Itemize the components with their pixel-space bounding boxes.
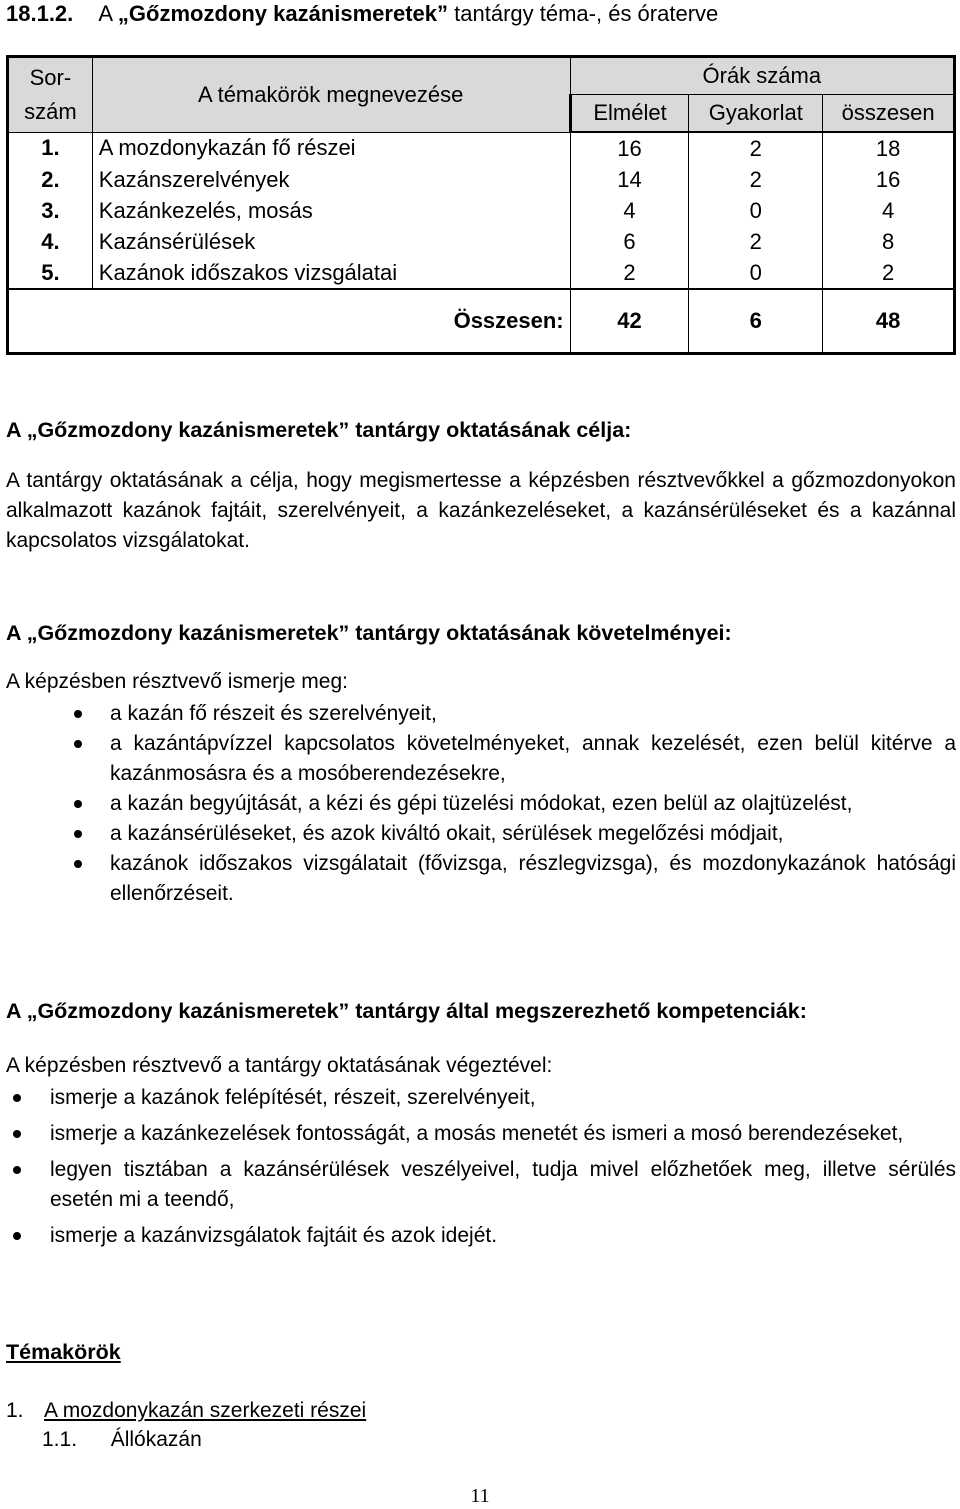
page-number: 11 — [470, 1485, 490, 1507]
table-row — [8, 132, 955, 164]
list-item-text: legyen tisztában a kazánsérülések veszélyeivel, tudja mivel előzhetőek meg, illetve sérülés esetén mi a teendő, — [50, 1158, 956, 1211]
list-item — [110, 699, 956, 729]
bullet-icon — [74, 710, 82, 718]
list-item-text: ismerje a kazánvizsgálatok fajtáit és azok idejét. — [50, 1224, 498, 1247]
bullet-icon — [74, 800, 82, 808]
col-header-no-line1: Sor- — [29, 64, 72, 90]
col-header-no-line2: szám — [24, 98, 77, 124]
table-total-row — [8, 289, 955, 354]
toc-item-1-text: A mozdonykazán szerkezeti részei — [44, 1399, 367, 1422]
list-item-text: a kazánsérüléseket, és azok kiváltó okait, sérülések megelőzési módjait, — [110, 822, 784, 845]
toc-item-1-1-number: 1.1. — [42, 1428, 78, 1451]
row-no: 5. — [8, 257, 93, 289]
row-theory: 14 — [570, 164, 689, 195]
row-topic: Kazánkezelés, mosás — [92, 195, 570, 226]
row-total: 4 — [823, 195, 955, 226]
topics-title: Témakörök — [6, 1340, 121, 1364]
list-item — [110, 789, 956, 819]
row-theory: 4 — [570, 195, 689, 226]
row-theory: 16 — [570, 132, 689, 164]
col-header-theory: Elmélet — [570, 95, 689, 133]
row-total: 16 — [823, 164, 955, 195]
list-item — [50, 1155, 956, 1215]
goal-title: A „Gőzmozdony kazánismeretek” tantárgy oktatásának célja: — [6, 418, 632, 442]
requirements-lead: A képzésben résztvevő ismerje meg: — [6, 670, 348, 693]
toc-item-1-number: 1. — [6, 1399, 24, 1422]
col-header-no — [8, 57, 93, 133]
requirements-title: A „Gőzmozdony kazánismeretek” tantárgy oktatásának követelményei: — [6, 621, 732, 645]
competencies-lead: A képzésben résztvevő a tantárgy oktatásának végeztével: — [6, 1054, 553, 1077]
total-theory: 42 — [570, 289, 689, 354]
list-item-text: ismerje a kazánkezelések fontosságát, a mosás menetét és ismeri a mosó berendezéseket, — [50, 1122, 904, 1145]
list-item — [50, 1083, 956, 1113]
row-topic: Kazánszerelvények — [92, 164, 570, 195]
competencies-list — [50, 1083, 956, 1251]
bullet-icon — [13, 1232, 21, 1240]
bullet-icon — [13, 1094, 21, 1102]
col-header-topic: A témakörök megnevezése — [92, 57, 570, 133]
col-header-practice: Gyakorlat — [689, 95, 823, 133]
row-total: 2 — [823, 257, 955, 289]
competencies-title: A „Gőzmozdony kazánismeretek” tantárgy által megszerezhető kompetenciák: — [6, 999, 807, 1023]
list-item — [50, 1119, 956, 1149]
toc-item-1 — [6, 1397, 366, 1425]
row-practice: 2 — [689, 132, 823, 164]
table-row — [8, 164, 955, 195]
row-theory: 6 — [570, 226, 689, 257]
row-practice: 0 — [689, 257, 823, 289]
list-item — [110, 849, 956, 909]
row-topic: A mozdonykazán fő részei — [92, 132, 570, 164]
toc-item-1-1 — [42, 1426, 202, 1454]
requirements-list — [110, 699, 956, 909]
row-no: 3. — [8, 195, 93, 226]
heading-prefix: A — [98, 1, 112, 26]
bullet-icon — [13, 1130, 21, 1138]
row-topic: Kazánsérülések — [92, 226, 570, 257]
list-item-text: a kazán begyújtását, a kézi és gépi tüzelési módokat, ezen belül az olajtüzelést, — [110, 792, 853, 815]
row-no: 2. — [8, 164, 93, 195]
row-practice: 2 — [689, 164, 823, 195]
list-item-text: a kazántápvízzel kapcsolatos követelményeket, annak kezelését, ezen belül kitérve a kazánmosásra és a mosóberendezésekre, — [110, 732, 956, 785]
list-item — [110, 729, 956, 789]
heading-subject: „Gőzmozdony kazánismeretek” — [117, 1, 449, 26]
goal-text: A tantárgy oktatásának a célja, hogy megismertesse a képzésben résztvevőkkel a gőzmozdonyokon alkalmazott kazánok fajtáit, szerelvényeit, a kazánkezeléseket, a kazánsérüléseket és a kazánnal kapcsolatos vizsgálatokat. — [6, 469, 956, 552]
row-no: 1. — [8, 132, 93, 164]
table-row — [8, 226, 955, 257]
col-header-total: összesen — [823, 95, 955, 133]
row-no: 4. — [8, 226, 93, 257]
list-item-text: a kazán fő részeit és szerelvényeit, — [110, 702, 437, 725]
bullet-icon — [74, 740, 82, 748]
bullet-icon — [74, 860, 82, 868]
row-total: 18 — [823, 132, 955, 164]
heading-suffix: tantárgy téma-, és óraterve — [454, 1, 719, 26]
table-row — [8, 257, 955, 289]
total-practice: 6 — [689, 289, 823, 354]
list-item — [110, 819, 956, 849]
heading-number: 18.1.2. — [6, 1, 74, 26]
hours-table — [6, 55, 956, 355]
table-row — [8, 195, 955, 226]
total-label: Összesen: — [8, 289, 571, 354]
row-practice: 0 — [689, 195, 823, 226]
bullet-icon — [74, 830, 82, 838]
row-practice: 2 — [689, 226, 823, 257]
list-item-text: ismerje a kazánok felépítését, részeit, szerelvényeit, — [50, 1086, 536, 1109]
total-total: 48 — [823, 289, 955, 354]
section-heading — [6, 0, 718, 28]
row-total: 8 — [823, 226, 955, 257]
row-topic: Kazánok időszakos vizsgálatai — [92, 257, 570, 289]
row-theory: 2 — [570, 257, 689, 289]
list-item — [50, 1221, 956, 1251]
bullet-icon — [13, 1166, 21, 1174]
col-header-hours: Órák száma — [570, 57, 954, 95]
toc-item-1-1-text: Állókazán — [110, 1428, 202, 1451]
list-item-text: kazánok időszakos vizsgálatait (fővizsga, részlegvizsga), és mozdonykazánok hatósági ellenőrzéseit. — [110, 852, 956, 905]
